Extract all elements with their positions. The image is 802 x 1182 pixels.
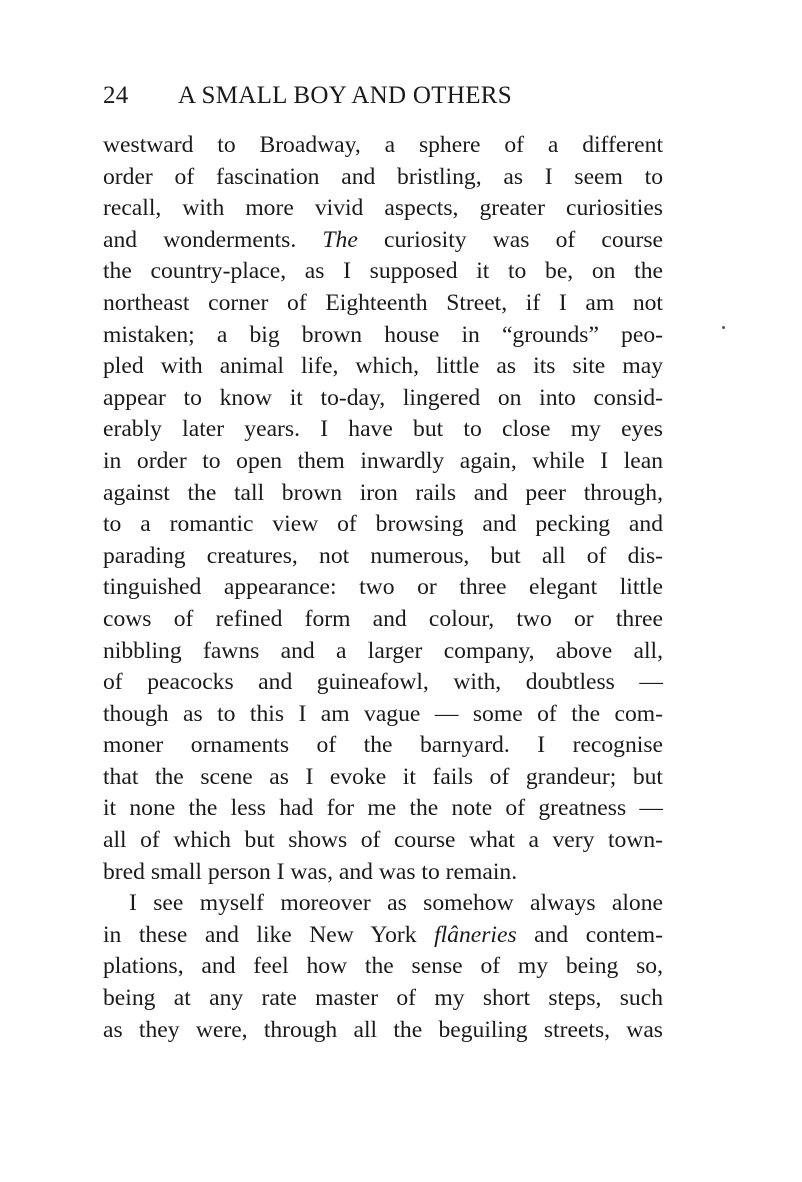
text-line: in these and like New York flâneries and contem- [103, 921, 664, 948]
running-head [103, 82, 663, 112]
text-line: it none the less had for me the note of greatness — [103, 795, 663, 822]
paragraph-end-line: bred small person I was, and was to remain. [103, 858, 518, 885]
text-line: westward to Broadway, a sphere of a different [103, 132, 663, 158]
text-line: appear to know it to-day, lingered on into consid- [103, 384, 663, 411]
text-line: though as to this I am vague — some of the com- [103, 700, 663, 727]
page-number: 24 [103, 82, 129, 109]
body-text [103, 130, 663, 1046]
text-line: as they were, through all the beguiling streets, was [103, 1016, 663, 1043]
text-line: mistaken; a big brown house in “grounds” peo- [103, 321, 663, 348]
text-line: northeast corner of Eighteenth Street, if I am not [103, 289, 663, 316]
text-line: that the scene as I evoke it fails of grandeur; but [103, 763, 663, 790]
text-line: erably later years. I have but to close my eyes [103, 416, 663, 443]
italic-word: The [322, 226, 358, 253]
text-line: against the tall brown iron rails and peer through, [103, 479, 663, 506]
text-line: and wonderments. The curiosity was of course [103, 226, 663, 253]
text-line: the country-place, as I supposed it to be, on the [103, 258, 663, 285]
stray-print-mark [722, 326, 725, 329]
text-line: moner ornaments of the barnyard. I recognise [103, 732, 663, 759]
book-page [103, 82, 664, 1043]
italic-word: flâneries [434, 921, 517, 948]
text-line: plations, and feel how the sense of my being so, [103, 953, 663, 980]
text-line: cows of refined form and colour, two or three [103, 605, 663, 632]
text-line: in order to open them inwardly again, while I lean [103, 447, 663, 474]
paragraph-start-line: I see myself moreover as somehow always alone [129, 890, 663, 917]
text-line: tinguished appearance: two or three elegant little [103, 574, 663, 601]
running-title: A SMALL BOY AND OTHERS [178, 82, 512, 109]
text-line: nibbling fawns and a larger company, above all, [103, 637, 663, 664]
text-line: to a romantic view of browsing and pecking and [103, 511, 663, 538]
text-line: parading creatures, not numerous, but all of dis- [103, 542, 663, 569]
text-line: being at any rate master of my short steps, such [103, 985, 663, 1012]
text-line: all of which but shows of course what a very town- [103, 827, 663, 854]
text-line: order of fascination and bristling, as I seem to [103, 163, 663, 190]
text-line: recall, with more vivid aspects, greater curiosities [103, 195, 663, 222]
text-line: pled with animal life, which, little as its site may [103, 353, 663, 380]
text-line: of peacocks and guineafowl, with, doubtless — [103, 669, 663, 696]
